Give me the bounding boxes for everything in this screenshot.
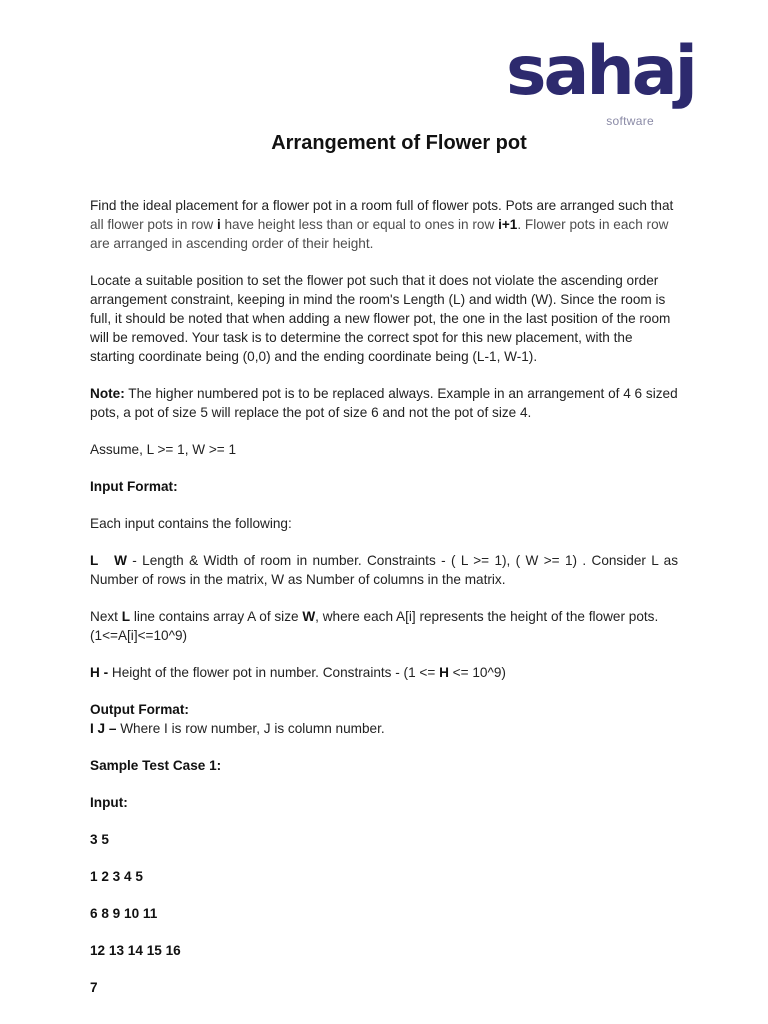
next-bold-l: L	[121, 609, 131, 624]
sample-input-label: Input:	[90, 795, 128, 810]
h-text-2: <= 10^9)	[448, 665, 506, 680]
logo-wordmark: sahaj	[506, 32, 695, 111]
note-paragraph	[90, 384, 678, 422]
note-label: Note:	[90, 386, 125, 401]
h-paragraph	[90, 663, 678, 682]
note-text: The higher numbered pot is to be replaced always. Example in an arrangement of 4 6 sized pots, a pot of size 5 will replace the pot of size 6 and not the pot of size 4.	[90, 386, 678, 420]
sample-line: 7	[90, 980, 98, 995]
next-lines-paragraph	[90, 607, 678, 645]
sample-line: 6 8 9 10 11	[90, 906, 158, 921]
intro-paragraph	[90, 196, 678, 253]
page-title: Arrangement of Flower pot	[271, 132, 527, 154]
sahaj-logo	[506, 32, 695, 130]
next-text-1: Next	[90, 609, 122, 624]
lw-paragraph	[90, 551, 678, 589]
h-label: H -	[90, 665, 109, 680]
logo-subtitle: software	[606, 114, 654, 128]
lw-text: - Length & Width of room in number. Constraints - ( L >= 1), ( W >= 1) . Consider L as Number of rows in the matrix, W as Number of columns in the matrix.	[90, 553, 679, 587]
output-format-heading: Output Format:	[90, 702, 189, 717]
output-format-text: Where I is row number, J is column number.	[116, 721, 385, 736]
intro-text-1: Find the ideal placement for a flower pot in a room full of flower pots. Pots are arranged such that	[90, 198, 674, 213]
intro-text-2: all flower pots in row	[90, 217, 217, 232]
intro-bold-i: i	[216, 217, 221, 232]
sample-line: 12 13 14 15 16	[90, 943, 181, 958]
sample-heading: Sample Test Case 1:	[90, 758, 222, 773]
output-format-paragraph	[90, 719, 678, 738]
problem-statement	[90, 196, 678, 1015]
input-format-heading: Input Format:	[90, 479, 178, 494]
each-input-paragraph: Each input contains the following:	[90, 516, 292, 531]
next-bold-w: W	[302, 609, 316, 624]
intro-text-4: . Flower pots in each row are arranged in ascending order of their height.	[90, 217, 669, 251]
intro-text-3: have height less than or equal to ones in row	[220, 217, 499, 232]
sample-line: 3 5	[90, 832, 109, 847]
assume-paragraph: Assume, L >= 1, W >= 1	[90, 442, 237, 457]
lw-label: L W	[90, 553, 127, 568]
h-text-1: Height of the flower pot in number. Constraints - (1 <=	[108, 665, 440, 680]
task-paragraph: Locate a suitable position to set the flower pot such that it does not violate the ascending order arrangement constraint, keeping in mind the room's Length (L) and width (W). Since the room is full, it should be noted that when adding a new flower pot, the one in the last position of the room will be removed. Your task is to determine the correct spot for this new placement, with the starting coordinate being (0,0) and the ending coordinate being (L-1, W-1).	[90, 273, 671, 364]
next-text-3: , where each A[i] represents the height of the flower pots. (1<=A[i]<=10^9)	[90, 609, 659, 643]
intro-bold-i-plus-1: i+1	[498, 217, 518, 232]
output-format-label: I J –	[90, 721, 117, 736]
sample-line: 1 2 3 4 5	[90, 869, 143, 884]
sample-input-block	[90, 793, 678, 997]
next-text-2: line contains array A of size	[130, 609, 303, 624]
h-bold: H	[439, 665, 449, 680]
